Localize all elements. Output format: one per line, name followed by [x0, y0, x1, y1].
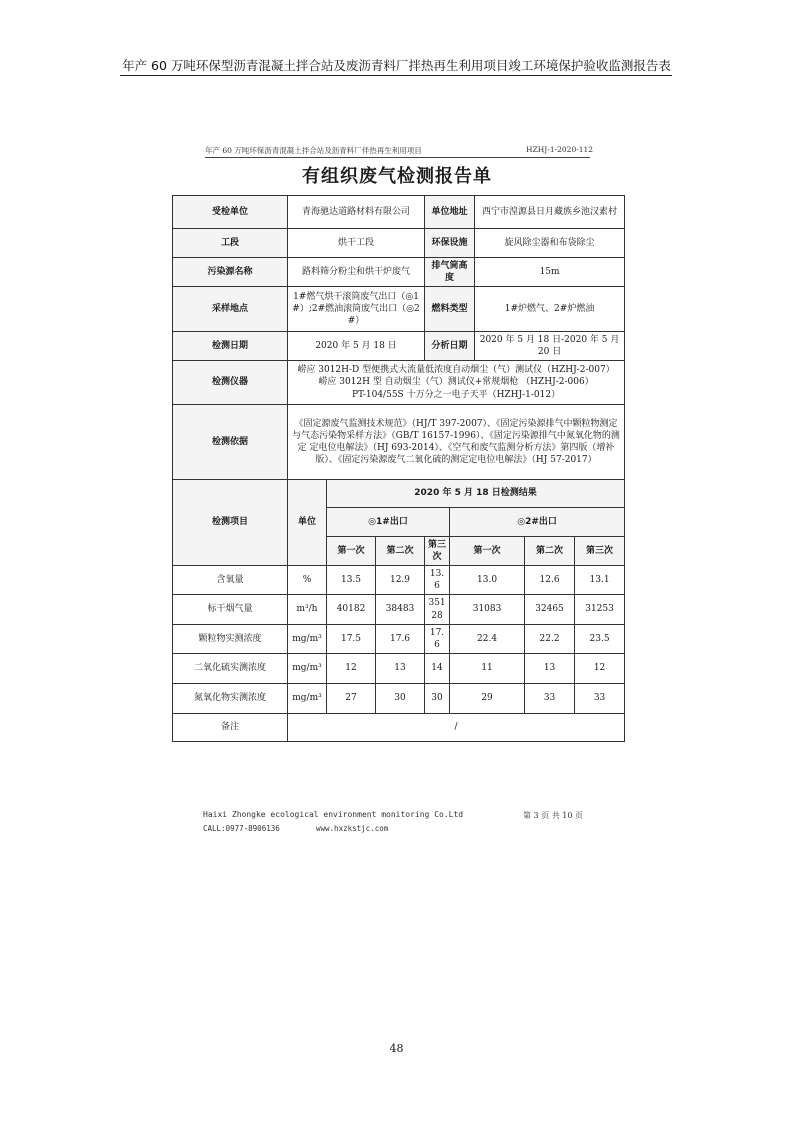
- result-value: 30: [425, 684, 450, 714]
- result-value: 13.0: [450, 566, 525, 595]
- result-value: 30: [376, 684, 425, 714]
- fuel-type-value: 1#炉燃气、2#炉燃油: [475, 287, 625, 332]
- result-value: 33: [525, 684, 575, 714]
- run-header: 第二次: [376, 537, 425, 566]
- item-name: 二氧化硫实测浓度: [173, 654, 288, 684]
- source-label: 污染源名称: [173, 258, 288, 287]
- stack-height-value: 15m: [475, 258, 625, 287]
- result-value: 27: [327, 684, 376, 714]
- basis-label: 检测依据: [173, 405, 288, 480]
- result-value: 12.6: [525, 566, 575, 595]
- result-value: 23.5: [575, 625, 625, 654]
- page-number: 48: [389, 1042, 404, 1055]
- page-header: 年产 60 万吨环保型沥青混凝土拌合站及废沥青料厂拌热再生利用项目竣工环境保护验收监测报告表: [122, 58, 671, 73]
- remark-value: /: [288, 714, 625, 742]
- footer-page-of: 第 3 页 共 10 页: [523, 811, 583, 820]
- result-value: 13: [376, 654, 425, 684]
- report-table: [172, 195, 625, 742]
- result-value: 33: [575, 684, 625, 714]
- item-unit: m³/h: [288, 595, 327, 625]
- client-value: 青海驰达道路材料有限公司: [288, 196, 425, 229]
- item-header: 检测项目: [173, 480, 288, 566]
- remark-label: 备注: [173, 714, 288, 742]
- instrument-line: 崂应 3012H 型 自动烟尘（气）测试仪+常规烟枪 （HZHJ-2-006）: [318, 377, 594, 388]
- result-value: 40182: [327, 595, 376, 625]
- result-value: 38483: [376, 595, 425, 625]
- address-value: 西宁市湟源县日月藏族乡池汉素村: [475, 196, 625, 229]
- meta-rule: [205, 157, 590, 158]
- result-value: 22.4: [450, 625, 525, 654]
- table-row: [173, 625, 625, 654]
- basis-value: 《固定源废气监测技术规范》（HJ/T 397-2007）、《固定污染源排气中颗粒物测定与气态污染物采样方法》（GB/T 16157-1996）、《固定污染源排气中氮氧化物的测定 定电位电解法》（HJ 693-2014）、《空气和废气监测分析方法》第四版（增补版）、《固定污染源废气二氧化硫的测定定电位电解法》（HJ 57-2017）: [288, 405, 625, 480]
- outlet-2-header: ◎2#出口: [450, 508, 625, 537]
- item-name: 标干烟气量: [173, 595, 288, 625]
- result-value: 12: [575, 654, 625, 684]
- item-unit: %: [288, 566, 327, 595]
- footer-phone: CALL:0977-8906136: [203, 824, 280, 833]
- test-date-label: 检测日期: [173, 332, 288, 361]
- run-header: 第三次: [425, 537, 450, 566]
- result-value: 17.6: [425, 625, 450, 654]
- result-value: 13.6: [425, 566, 450, 595]
- instrument-value: [288, 361, 625, 405]
- table-row: [173, 654, 625, 684]
- source-value: 路料筛分粉尘和烘干炉废气: [288, 258, 425, 287]
- item-name: 含氧量: [173, 566, 288, 595]
- item-unit: mg/m³: [288, 625, 327, 654]
- result-value: 17.6: [376, 625, 425, 654]
- result-value: 11: [450, 654, 525, 684]
- report-title: 有组织废气检测报告单: [302, 166, 492, 187]
- result-value: 13.1: [575, 566, 625, 595]
- footer-website: www.hxzkstjc.com: [316, 824, 389, 833]
- table-row: [173, 684, 625, 714]
- result-value: 35128: [425, 595, 450, 625]
- table-row: [173, 566, 625, 595]
- instrument-line: PT-104/55S 十万分之一电子天平（HZHJ-1-012）: [351, 389, 561, 400]
- test-date-value: 2020 年 5 月 18 日: [288, 332, 425, 361]
- run-header: 第一次: [450, 537, 525, 566]
- result-value: 12: [327, 654, 376, 684]
- run-header: 第二次: [525, 537, 575, 566]
- fuel-type-label: 燃料类型: [425, 287, 475, 332]
- header-rule: [120, 75, 672, 76]
- instrument-line: 崂应 3012H-D 型便携式大流量低浓度自动烟尘（气）测试仪（HZHJ-2-007）: [297, 365, 615, 376]
- sampling-site-label: 采样地点: [173, 287, 288, 332]
- unit-header: 单位: [288, 480, 327, 566]
- section-value: 烘干工段: [288, 229, 425, 258]
- run-header: 第三次: [575, 537, 625, 566]
- outlet-1-header: ◎1#出口: [327, 508, 450, 537]
- result-value: 22.2: [525, 625, 575, 654]
- footer-company: Haixi Zhongke ecological environment monitoring Co.Ltd: [203, 810, 464, 819]
- report-number: HZHJ-1-2020-112: [526, 145, 594, 154]
- item-name: 氮氧化物实测浓度: [173, 684, 288, 714]
- result-value: 29: [450, 684, 525, 714]
- table-row: [173, 595, 625, 625]
- analysis-date-label: 分析日期: [425, 332, 475, 361]
- stack-height-label: 排气筒高度: [425, 258, 475, 287]
- item-name: 颗粒物实测浓度: [173, 625, 288, 654]
- instrument-label: 检测仪器: [173, 361, 288, 405]
- item-unit: mg/m³: [288, 654, 327, 684]
- env-facility-value: 旋风除尘器和布袋除尘: [475, 229, 625, 258]
- env-facility-label: 环保设施: [425, 229, 475, 258]
- sampling-site-value: 1#燃气烘干滚筒废气出口（◎1#）;2#燃油滚筒废气出口（◎2#）: [288, 287, 425, 332]
- client-label: 受检单位: [173, 196, 288, 229]
- analysis-date-value: 2020 年 5 月 18 日-2020 年 5 月 20 日: [475, 332, 625, 361]
- results-heading: 2020 年 5 月 18 日检测结果: [327, 480, 625, 508]
- project-name: 年产 60 万吨环保沥青混凝土拌合站及沥青料厂伴热再生利用项目: [205, 146, 422, 155]
- result-value: 13.5: [327, 566, 376, 595]
- address-label: 单位地址: [425, 196, 475, 229]
- result-value: 32465: [525, 595, 575, 625]
- result-value: 31083: [450, 595, 525, 625]
- item-unit: mg/m³: [288, 684, 327, 714]
- result-value: 14: [425, 654, 450, 684]
- result-value: 12.9: [376, 566, 425, 595]
- run-header: 第一次: [327, 537, 376, 566]
- result-value: 13: [525, 654, 575, 684]
- result-value: 31253: [575, 595, 625, 625]
- result-value: 17.5: [327, 625, 376, 654]
- section-label: 工段: [173, 229, 288, 258]
